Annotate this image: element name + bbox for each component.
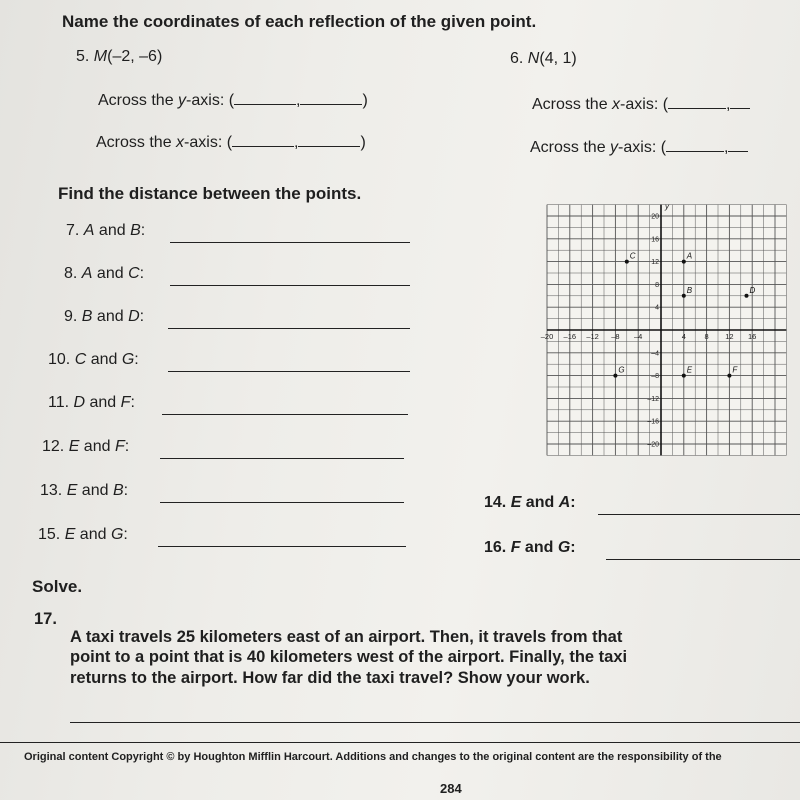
answer-blank[interactable] [298, 132, 360, 147]
label-text: : [123, 482, 129, 499]
point-name: C [128, 265, 140, 282]
point-name: F [510, 539, 521, 556]
answer-blank[interactable] [300, 90, 362, 105]
y-axis-label: y [665, 202, 669, 212]
axis-name: y [610, 139, 619, 156]
axis-name: x [612, 96, 621, 113]
label-text: : [570, 539, 576, 556]
answer-blank[interactable] [232, 132, 294, 147]
label-text: and [92, 265, 129, 282]
point-name: B [81, 308, 93, 325]
point-name: C [74, 351, 87, 368]
problem-number: 12. [42, 438, 69, 455]
axis-name: y [178, 92, 187, 109]
problem-6-row-2 [530, 137, 748, 157]
row-label: Across the [530, 139, 611, 156]
point-name: G [110, 526, 124, 543]
point-d-label: D [749, 285, 756, 295]
x-tick-label: –20 [540, 332, 554, 341]
answer-blank[interactable] [666, 137, 724, 152]
point-a-label: A [686, 251, 693, 261]
problem-number: 6. [510, 50, 524, 67]
point-name: M [93, 48, 108, 65]
y-tick-label: 4 [655, 304, 659, 312]
problem-17-line: point to a point that is 40 kilometers west of the airport. Finally, the taxi [70, 648, 628, 666]
point-name: F [114, 438, 125, 455]
point-c-label: C [629, 251, 636, 261]
label-text: : [570, 494, 576, 511]
problem-number: 9. [64, 308, 82, 325]
distance-problem-11 [48, 394, 135, 412]
point-name: B [130, 222, 141, 239]
point-name: B [112, 482, 124, 499]
point-b-label: B [686, 285, 693, 295]
point-name: E [66, 482, 78, 499]
point-g-marker [613, 374, 617, 378]
y-tick-label: –8 [651, 373, 659, 381]
label-text: : [139, 265, 145, 282]
point-c-marker [625, 260, 629, 264]
label-text: and [521, 494, 559, 511]
axis-name: x [176, 134, 185, 151]
problem-number: 13. [40, 482, 67, 499]
answer-line[interactable] [160, 458, 404, 459]
problem-number: 10. [48, 351, 75, 368]
problem-number: 7. [66, 222, 84, 239]
point-name: D [73, 394, 86, 411]
x-tick-label: 4 [681, 332, 686, 341]
answer-blank[interactable] [730, 94, 750, 109]
label-text: : [124, 438, 130, 455]
problem-17-number: 17. [34, 610, 57, 628]
label-text: and [86, 351, 122, 368]
y-tick-label: 12 [651, 259, 659, 267]
answer-line[interactable] [606, 559, 800, 560]
y-tick-label: 8 [655, 281, 659, 289]
distance-problem-14 [484, 494, 576, 512]
y-tick-label: 16 [651, 236, 659, 244]
point-coords: (–2, –6) [107, 48, 163, 65]
point-e-label: E [686, 365, 693, 375]
y-tick-label: 20 [651, 213, 659, 221]
answer-line[interactable] [168, 328, 410, 329]
label-text: : [134, 351, 139, 368]
point-g-label: G [618, 365, 625, 375]
problem-number: 14. [484, 494, 511, 511]
problem-number: 8. [64, 265, 82, 282]
distance-problem-16 [484, 539, 576, 557]
y-tick-label: –12 [647, 395, 659, 403]
point-e-marker [682, 374, 686, 378]
label-text: and [77, 482, 113, 499]
answer-line[interactable] [160, 502, 404, 503]
answer-line[interactable] [170, 285, 410, 286]
label-text: : [139, 308, 145, 325]
footer-divider [0, 742, 800, 743]
point-name: N [527, 50, 540, 67]
problem-6-row-1 [532, 94, 750, 114]
answer-blank[interactable] [234, 90, 296, 105]
label-text: and [85, 394, 121, 411]
row-label: Across the [98, 92, 179, 109]
x-tick-label: 12 [725, 332, 734, 341]
label-text: and [520, 539, 558, 556]
distance-problem-7 [66, 222, 145, 240]
answer-line[interactable] [158, 546, 406, 547]
reflection-heading: Name the coordinates of each reflection of the given point. [62, 12, 537, 31]
row-label: -axis: ( [618, 139, 667, 156]
close-paren: ) [360, 134, 366, 151]
problem-number: 11. [48, 394, 74, 411]
row-label: -axis: ( [186, 92, 235, 109]
point-a-marker [682, 260, 686, 264]
comma: , [294, 134, 299, 151]
point-coords: (4, 1) [539, 50, 577, 67]
answer-blank[interactable] [668, 94, 726, 109]
row-label: -axis: ( [184, 134, 233, 151]
y-tick-label: –16 [647, 418, 659, 426]
distance-heading: Find the distance between the points. [58, 184, 362, 203]
close-paren: ) [362, 92, 368, 109]
distance-problem-13 [40, 482, 128, 500]
distance-problem-15 [38, 526, 128, 544]
row-label: Across the [96, 134, 177, 151]
problem-6-header [510, 50, 577, 68]
point-name: G [121, 351, 135, 368]
y-tick-label: –4 [651, 350, 659, 358]
point-name: G [557, 539, 571, 556]
label-text: and [92, 308, 129, 325]
point-name: A [83, 222, 95, 239]
row-label: -axis: ( [620, 96, 669, 113]
distance-problem-12 [42, 438, 129, 456]
comma: , [726, 96, 731, 113]
problem-5-row-1 [98, 90, 368, 110]
answer-blank[interactable] [728, 137, 748, 152]
problem-number: 16. [484, 539, 511, 556]
point-name: A [81, 265, 93, 282]
x-tick-label: –12 [586, 332, 599, 341]
copyright-notice: Original content Copyright © by Houghton Mifflin Harcourt. Additions and changes to the original content are the responsibility of the [24, 751, 722, 763]
solve-heading: Solve. [32, 577, 83, 596]
answer-line[interactable] [162, 414, 408, 415]
answer-line[interactable] [598, 514, 800, 515]
answer-line[interactable] [170, 242, 410, 243]
distance-problem-9 [64, 308, 144, 326]
page-number: 284 [440, 781, 462, 796]
distance-problem-10 [48, 351, 139, 369]
problem-number: 15. [38, 526, 65, 543]
problem-5-row-2 [96, 132, 366, 152]
point-d-marker [745, 294, 749, 298]
label-text: and [79, 438, 115, 455]
x-tick-label: 16 [748, 332, 757, 341]
problem-17-line: A taxi travels 25 kilometers east of an airport. Then, it travels from that [70, 628, 623, 646]
comma: , [724, 139, 729, 156]
label-text: and [75, 526, 111, 543]
row-label: Across the [532, 96, 613, 113]
x-tick-label: –16 [563, 332, 577, 341]
x-tick-label: 8 [704, 332, 709, 341]
point-name: D [128, 308, 140, 325]
label-text: and [94, 222, 131, 239]
distance-problem-8 [64, 265, 144, 283]
point-name: A [558, 494, 571, 511]
problem-17-line: returns to the airport. How far did the taxi travel? Show your work. [70, 669, 590, 687]
coordinate-grid [518, 186, 800, 462]
label-text: : [130, 394, 135, 411]
point-name: E [510, 494, 522, 511]
x-tick-label: –8 [611, 332, 620, 341]
point-name: F [120, 394, 131, 411]
problem-5-header [76, 48, 162, 66]
point-b-marker [682, 294, 686, 298]
y-tick-label: –20 [647, 441, 659, 449]
point-f-marker [727, 374, 731, 378]
problem-number: 5. [76, 48, 90, 65]
answer-line[interactable] [70, 722, 800, 723]
answer-line[interactable] [168, 371, 410, 372]
comma: , [296, 92, 301, 109]
label-text: : [123, 526, 128, 543]
point-f-label: F [732, 365, 738, 375]
point-name: E [68, 438, 80, 455]
x-tick-label: –4 [634, 332, 643, 341]
label-text: : [140, 222, 146, 239]
point-name: E [64, 526, 76, 543]
